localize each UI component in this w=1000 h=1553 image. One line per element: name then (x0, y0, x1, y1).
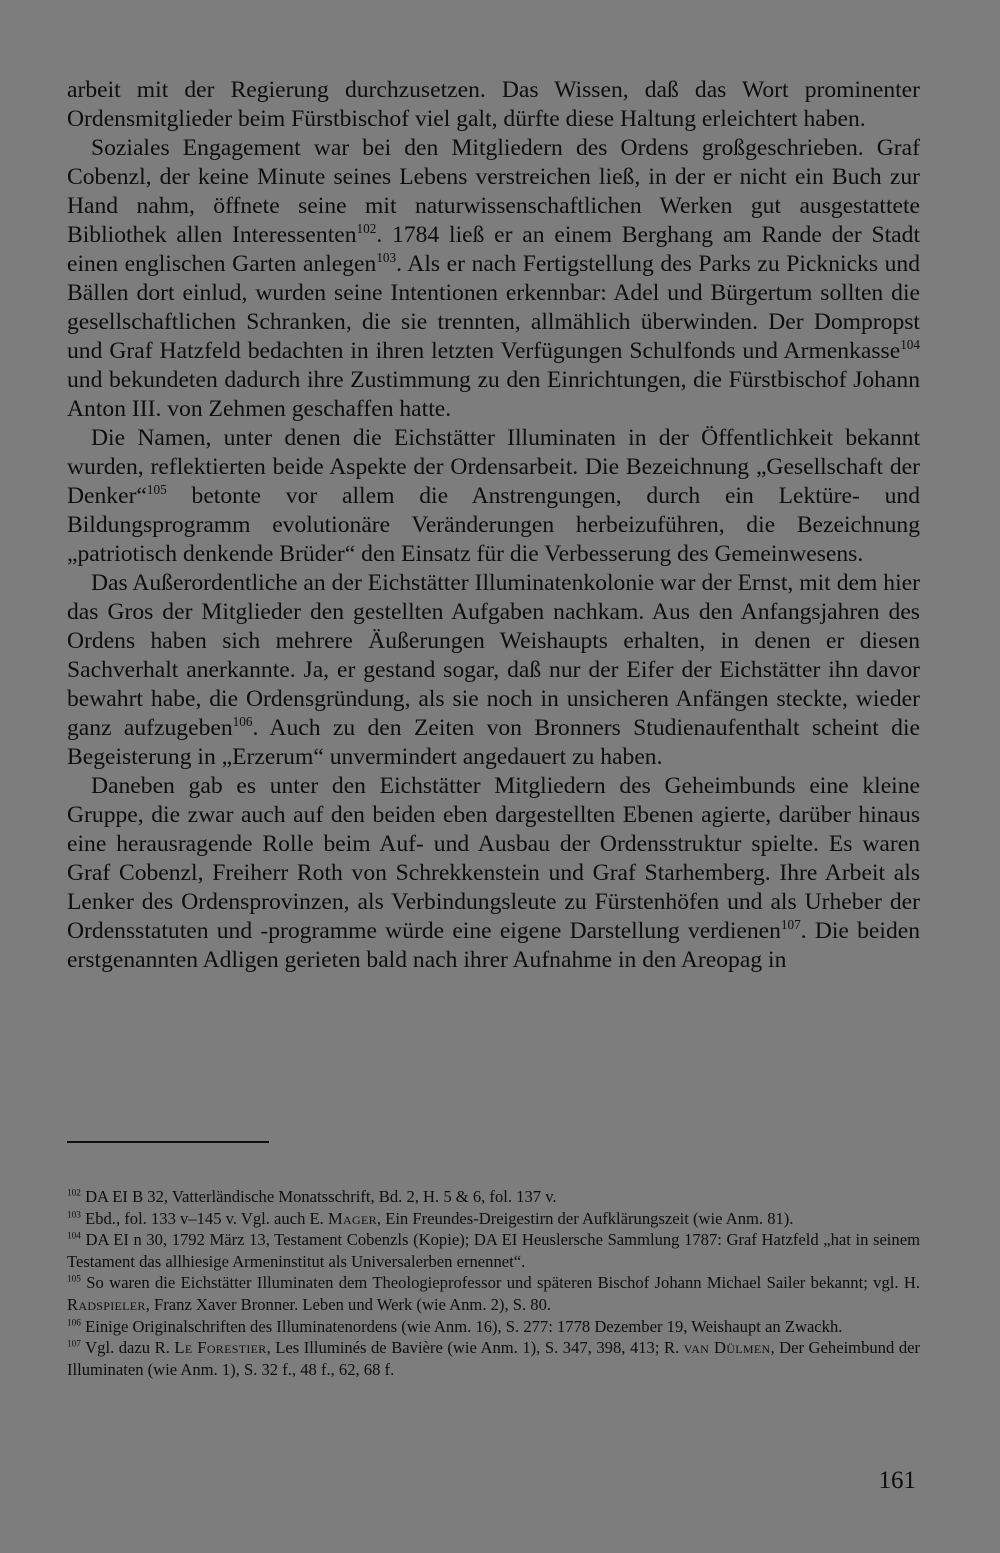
paragraph-2: Soziales Engagement war bei den Mitgliedern des Ordens großgeschrieben. Graf Cobenzl, der keine Minute seines Lebens verstreichen ließ, in der er nicht ein Buch zur Hand nahm, öffnete seine mit naturwissenschaftlichen Werken gut ausgestattete Bibliothek allen Interessenten$^{102}$. 1784 ließ er an einem Berghang am Rande der Stadt einen englischen Garten anlegen$^{103}$. Als er nach Fertigstellung des Parks zu Picknicks und Bällen dort einlud, wurden seine Intentionen erkennbar: Adel und Bürgertum sollten die gesellschaftlichen Schranken, die sie trennten, allmählich überwinden. Der Dompropst und Graf Hatzfeld bedachten in ihren letzten Verfügungen Schulfonds und Armenkasse$^{104}$ und bekundeten dadurch ihre Zustimmung zu den Einrichtungen, die Fürstbischof Johann Anton III. von Zehmen geschaffen hatte. (67, 135, 920, 422)
paragraph-5: Daneben gab es unter den Eichstätter Mitgliedern des Geheimbunds eine kleine Gruppe, die zwar auch auf den beiden eben dargestellten Ebenen agierte, darüber hinaus eine herausragende Rolle beim Auf- und Ausbau der Ordensstruktur spielte. Es waren Graf Cobenzl, Freiherr Roth von Schrekkenstein und Graf Starhemberg. Ihre Arbeit als Lenker des Ordensprovinzen, als Verbindungsleute zu Fürstenhöfen und als Urheber der Ordensstatuten und -programme würde eine eigene Darstellung verdienen$^{107}$. Die beiden erstgenannten Adligen gerieten bald nach ihrer Aufnahme in den Areopag in (67, 773, 921, 973)
footnote-ref-105[interactable]: 105 (146, 481, 167, 497)
paragraph-3: Die Namen, unter denen die Eichstätter Illuminaten in der Öffentlichkeit bekannt wurden, reflektierten beide Aspekte der Ordensarbeit. Die Bezeichnung „Gesellschaft der Denker“$^{105}$ betonte vor allem die Anstrengungen, durch ein Lektüre- und Bildungsprogramm evolutionäre Veränderungen herbeizuführen, die Bezeichnung „patriotisch denkende Brüder“ den Einsatz für die Verbesserung des Gemeinwesens. (67, 425, 920, 567)
paragraph-4: Das Außerordentliche an der Eichstätter Illuminatenkolonie war der Ernst, mit dem hier das Gros der Mitglieder den gestellten Aufgaben nachkam. Aus den Anfangsjahren des Ordens haben sich mehrere Äußerungen Weishaupts erhalten, in denen er diesen Sachverhalt anerkannte. Ja, er gestand sogar, daß nur der Eifer der Eichstätter ihn davor bewahrt habe, die Ordensgründung, als sie noch in unsicheren Anfängen steckte, wieder ganz aufzugeben$^{106}$. Auch zu den Zeiten von Bronners Studienaufenthalt scheint die Begeisterung in „Erzerum“ unvermindert angedauert zu haben. (67, 570, 920, 770)
footnote-ref-103[interactable]: 103 (376, 249, 397, 265)
main-text (67, 76, 920, 975)
footnote-divider (67, 1141, 269, 1143)
footnote-105: $^{105}$ So waren die Eichstätter Illuminaten dem Theologieprofessor und späteren Bischof Johann Michael Sailer bekannt; vgl. H. Radspieler, Franz Xaver Bronner. Leben und Werk (wie Anm. 2), S. 80. (67, 1273, 920, 1314)
page-number: 161 (878, 1467, 916, 1494)
footnote-106: $^{106}$ Einige Originalschriften des Illuminatenordens (wie Anm. 16), S. 277: 1778 Dezember 19, Weishaupt an Zwackh. (67, 1316, 843, 1336)
footnote-ref-102[interactable]: 102 (356, 220, 377, 236)
footnotes (67, 1186, 920, 1380)
footnote-ref-104[interactable]: 104 (900, 336, 920, 352)
footnote-107: $^{107}$ Vgl. dazu R. Le Forestier, Les Illuminés de Bavière (wie Anm. 1), S. 347, 398, 413; R. van Dülmen, Der Geheimbund der Illuminaten (wie Anm. 1), S. 32 f., 48 f., 62, 68 f. (67, 1338, 921, 1379)
footnote-ref-106[interactable]: 106 (232, 713, 253, 729)
paragraph-1: arbeit mit der Regierung durchzusetzen. Das Wissen, daß das Wort prominenter Ordensmitglieder beim Fürstbischof viel galt, dürfte diese Haltung erleichtert haben. (67, 77, 920, 132)
footnote-103: $^{103}$ Ebd., fol. 133 v–145 v. Vgl. auch E. Mager, Ein Freundes-Dreigestirn der Aufklärungszeit (wie Anm. 81). (67, 1208, 794, 1228)
footnote-104: $^{104}$ DA EI n 30, 1792 März 13, Testament Cobenzls (Kopie); DA EI Heuslersche Sammlung 1787: Graf Hatzfeld „hat in seinem Testament das allhiesige Armeninstitut als Universalerben ernennet“. (67, 1230, 920, 1271)
footnote-ref-107[interactable]: 107 (780, 916, 801, 932)
footnote-102: $^{102}$ DA EI B 32, Vatterländische Monatsschrift, Bd. 2, H. 5 & 6, fol. 137 v. (67, 1187, 557, 1206)
